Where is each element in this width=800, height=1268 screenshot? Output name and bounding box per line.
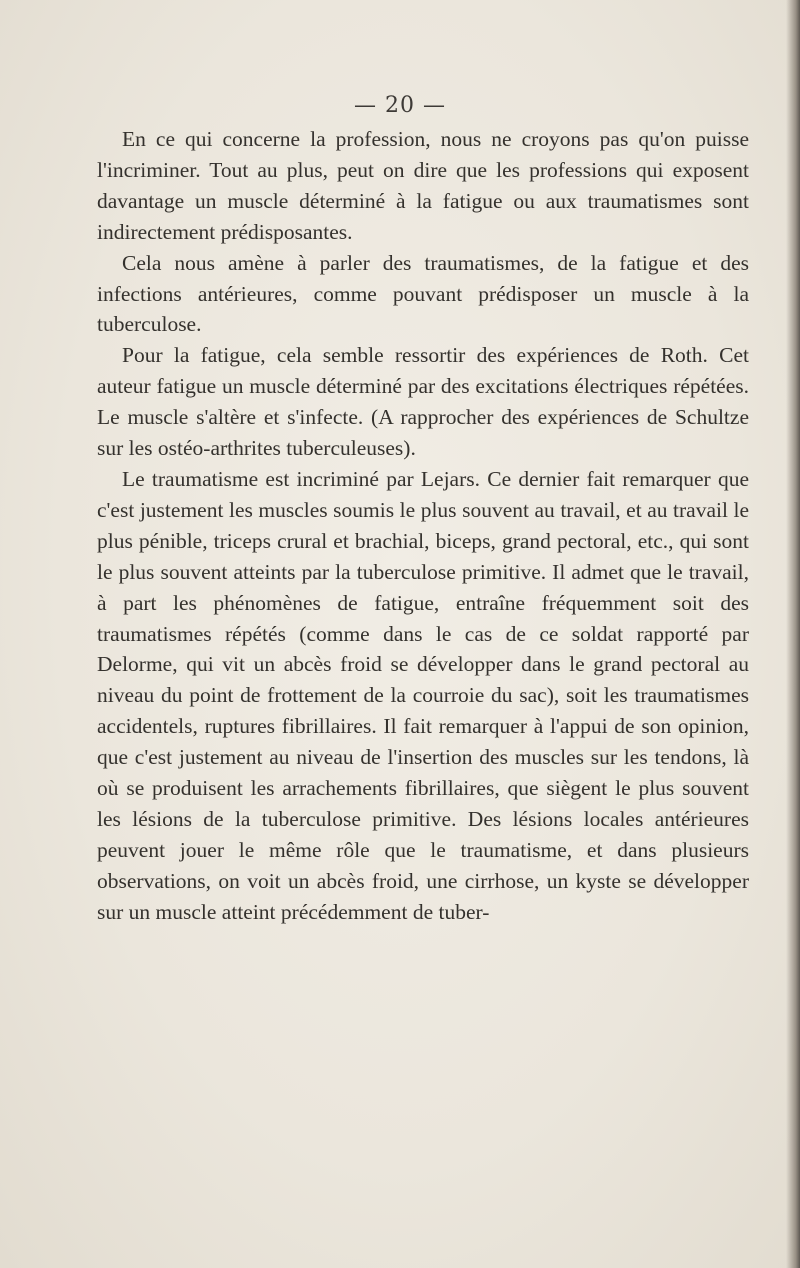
page-edge-shadow — [786, 0, 800, 1268]
paragraph-traumatisme-lejars: Le traumatisme est incriminé par Lejars. Ce dernier fait remarquer que c'est justement les muscles soumis le plus souvent au travail, et au travail le plus pénible, triceps crural et brachial, biceps, grand pectoral, etc., qui sont le plus souvent atteints par la tuberculose primitive. Il admet que le travail, à part les phénomènes de fatigue, entraîne fréquemment soit des traumatismes répétés (comme dans le cas de ce soldat rapporté par Delorme, qui vit un abcès froid se développer dans le grand pectoral au niveau du point de frottement de la courroie du sac), soit les traumatismes accidentels, ruptures fibrillaires. Il fait remarquer à l'appui de son opinion, que c'est justement au niveau de l'insertion des muscles sur les tendons, là où se produisent les arrachements fibrillaires, que siègent le plus souvent les lésions de la tuberculose primitive. Des lésions locales antérieures peuvent jouer le même rôle que le traumatisme, et dans plusieurs observations, on voit un abcès froid, une cirrhose, un kyste se développer sur un muscle atteint précédemment de tuber- — [97, 466, 749, 924]
paragraph-fatigue: Pour la fatigue, cela semble ressortir des expériences de Roth. Cet auteur fatigue un muscle déterminé par des excitations électriques répétées. Le muscle s'altère et s'infecte. (A rapprocher des expériences de Schultze sur les ostéo-arthrites tuberculeuses). — [97, 343, 749, 461]
paragraph-profession: En ce qui concerne la profession, nous ne croyons pas qu'on puisse l'incriminer. Tout au plus, peut on dire que les professions qui exposent davantage un muscle déterminé à la fatigue ou aux traumatismes sont indirectement prédisposantes. — [97, 127, 749, 244]
paragraph-traumatismes-intro: Cela nous amène à parler des traumatismes, de la fatigue et des infections antérieures, comme pouvant prédisposer un muscle à la tuberculose. — [97, 250, 749, 337]
page-number: — 20 — — [354, 93, 446, 118]
body-text — [97, 124, 749, 928]
